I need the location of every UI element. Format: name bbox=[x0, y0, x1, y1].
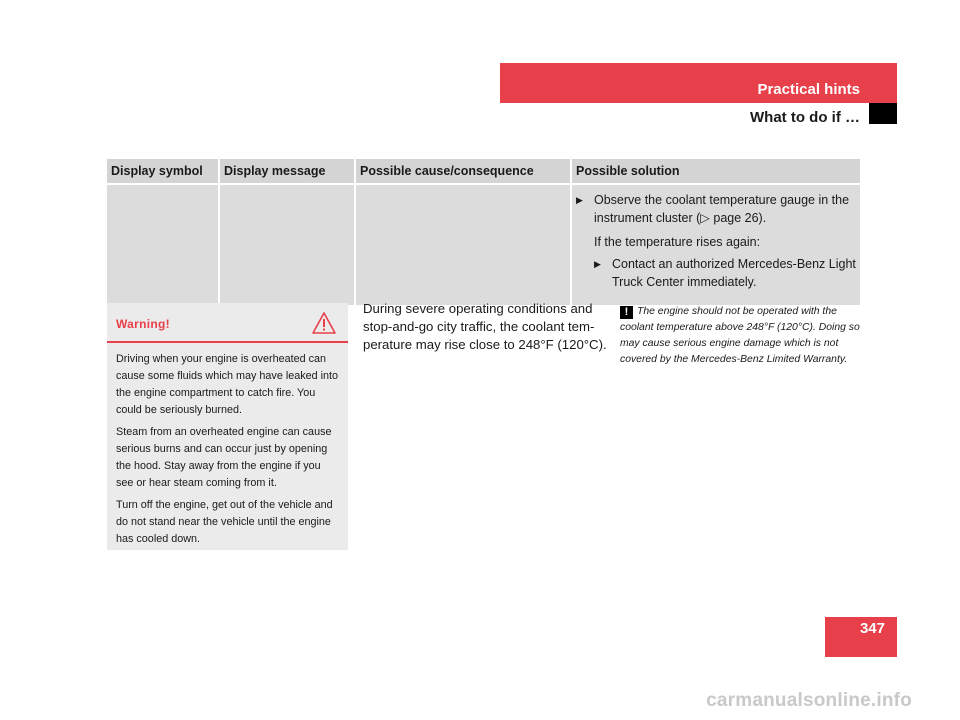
chapter-tab bbox=[869, 103, 897, 124]
bullet-arrow-icon: ▶ bbox=[594, 259, 601, 269]
display-message-table bbox=[107, 159, 860, 305]
column-header-solution: Possible solution bbox=[571, 159, 860, 184]
solution-step bbox=[576, 191, 856, 227]
solution-text-1: Observe the coolant temperature gauge in the instrument cluster (▷ page 26). bbox=[594, 193, 850, 225]
solution-text-3: Contact an authorized Mercedes-Benz Light Truck Center immediately. bbox=[612, 257, 856, 289]
solution-substep bbox=[576, 255, 856, 291]
warning-paragraph: Turn off the engine, get out of the vehicle and do not stand near the vehicle until the engine has cooled down. bbox=[116, 499, 333, 545]
page-number: 347 bbox=[859, 620, 885, 637]
page-number-box bbox=[825, 617, 897, 657]
column-header-symbol: Display symbol bbox=[107, 159, 219, 184]
table-header-row bbox=[107, 159, 860, 184]
cell-symbol bbox=[107, 184, 219, 305]
warning-box bbox=[107, 303, 348, 550]
cell-solution bbox=[571, 184, 860, 305]
note-text: The engine should not be operated with the coolant temperature above 248°F (120°C). Doing so may cause serious engine damage which is not covered by the Mercedes-Benz Limited Warranty. bbox=[620, 306, 860, 365]
cell-cause bbox=[355, 184, 571, 305]
warning-header bbox=[107, 303, 348, 343]
table-row bbox=[107, 184, 860, 305]
cell-message bbox=[219, 184, 355, 305]
sub-title: What to do if … bbox=[750, 109, 860, 126]
warning-label: Warning! bbox=[116, 317, 170, 331]
warning-paragraph: Driving when your engine is overheated can cause some fluids which may have leaked into the engine compartment to catch fire. You could be seriously burned. bbox=[116, 353, 339, 416]
warning-paragraph: Steam from an overheated engine can cause serious burns and can occur just by opening the hood. Stay away from the engine if you see or hear steam coming from it. bbox=[116, 426, 332, 489]
warning-body bbox=[107, 343, 348, 548]
section-title: Practical hints bbox=[757, 81, 860, 98]
watermark: carmanualsonline.info bbox=[706, 690, 912, 711]
exclamation-icon: ! bbox=[620, 306, 633, 319]
column-header-cause: Possible cause/consequence bbox=[355, 159, 571, 184]
body-paragraph: During severe operating conditions and stop-and-go city traffic, the coolant tem-perature may rise close to 248°F (120°C). bbox=[363, 301, 607, 352]
warning-triangle-icon bbox=[312, 312, 336, 334]
bullet-arrow-icon: ▶ bbox=[576, 195, 583, 205]
solution-text-2: If the temperature rises again: bbox=[594, 235, 761, 249]
column-header-message: Display message bbox=[219, 159, 355, 184]
note-box bbox=[620, 304, 865, 368]
